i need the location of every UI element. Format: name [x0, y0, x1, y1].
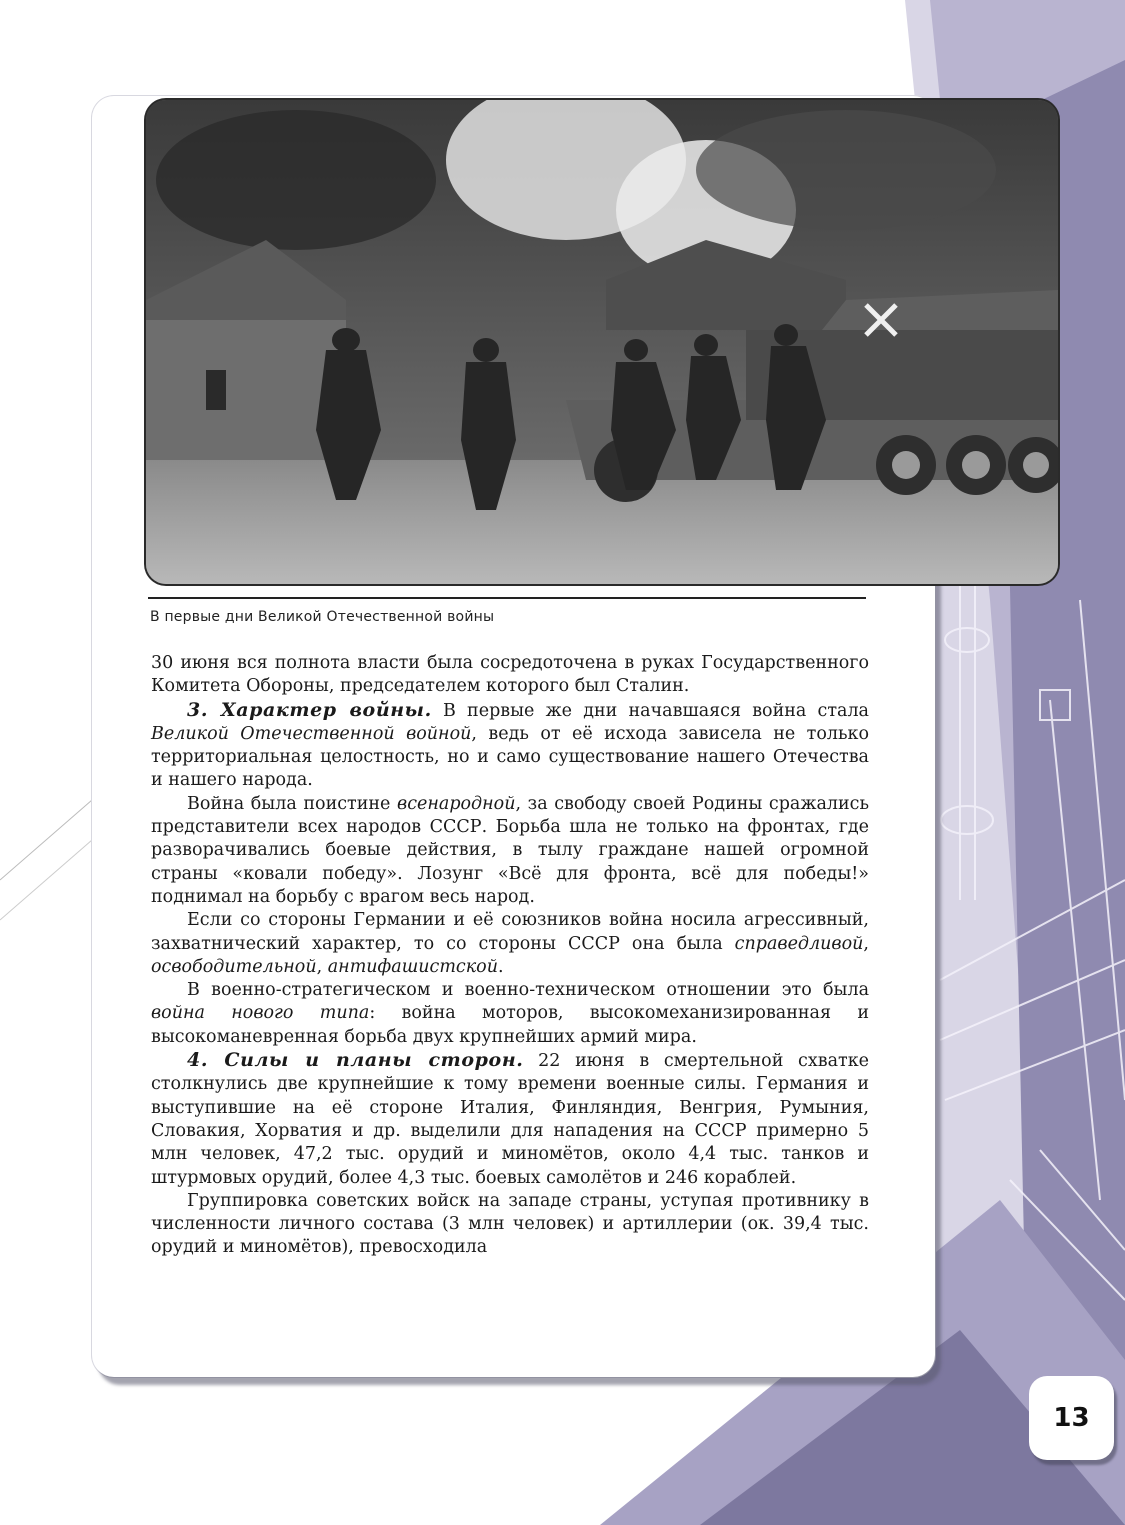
text-run: Война была поистине — [187, 793, 398, 814]
paragraph — [151, 652, 869, 699]
paragraph — [151, 1049, 869, 1190]
section-heading: 3. Характер войны. — [187, 698, 432, 721]
emphasis-text: освободительной — [151, 956, 317, 977]
wartime-battle-photo-icon — [146, 100, 1058, 584]
paragraph — [151, 793, 869, 909]
paragraph — [151, 909, 869, 979]
paragraph — [151, 979, 869, 1049]
text-run: . — [498, 956, 504, 977]
text-run: 22 июня в смертельной схватке столкнулись две крупнейшие к тому времени военные силы. Германия и выступившие на её стороне Италия, Финляндия, Венгрия, Румыния, Словакия, Хорватия и др. выделили для нападения на СССР примерно 5 млн человек, 47,2 тыс. орудий и миномётов, около 4,4 тыс. танков и штурмовых орудий, более 4,3 тыс. боевых самолётов и 246 кораблей. — [151, 1051, 869, 1188]
emphasis-text: Великой Отечественной войной — [151, 723, 472, 744]
text-run: Группировка советских войск на западе страны, уступая противнику в численности личного состава (3 млн человек) и артиллерии (ок. 39,4 тыс. орудий и миномётов), превосходила — [151, 1190, 869, 1258]
text-run: , ведь от её исхода зависела не только территориальная целостность, но и само существование нашего Отечества и нашего народа. — [151, 723, 869, 791]
text-run: , — [316, 956, 328, 977]
text-run: : война моторов, высокомеханизированная и высокоманевренная борьба двух крупнейших армий мира. — [151, 1003, 870, 1047]
emphasis-text: война нового типа — [151, 1003, 370, 1024]
section-heading: 4. Силы и планы сторон. — [187, 1049, 524, 1072]
emphasis-text: справедливой — [734, 933, 864, 954]
text-run: Если со стороны Германии и её союзников война носила агрессивный, захватнический характер, то со стороны СССР она была — [151, 910, 869, 954]
paragraph — [151, 1190, 869, 1260]
photo-caption: В первые дни Великой Отечественной войны — [150, 609, 495, 625]
text-run: 30 июня вся полнота власти была сосредоточена в руках Государственного Комитета Обороны, председателем которого был Сталин. — [151, 653, 869, 697]
text-run: В военно-стратегическом и военно-техническом отношении это была — [187, 980, 869, 1001]
text-run: , — [863, 933, 869, 954]
caption-rule — [148, 597, 866, 599]
paragraph — [151, 699, 869, 793]
page-number: 13 — [1029, 1376, 1114, 1460]
text-run: , за свободу своей Родины сражались представители всех народов СССР. Борьба шла не только на фронтах, где разворачивались боевые действия, в тылу граждане нашей огромной страны «ковали победу». Лозунг «Всё для фронта, всё для победы!» поднимал на борьбу с врагом весь народ. — [151, 793, 869, 907]
emphasis-text: антифашистской — [327, 956, 498, 977]
battle-photo — [146, 100, 1058, 584]
text-run: В первые же дни начавшаяся война стала — [431, 700, 869, 721]
body-text — [151, 652, 869, 1260]
emphasis-text: всенародной — [397, 793, 516, 814]
